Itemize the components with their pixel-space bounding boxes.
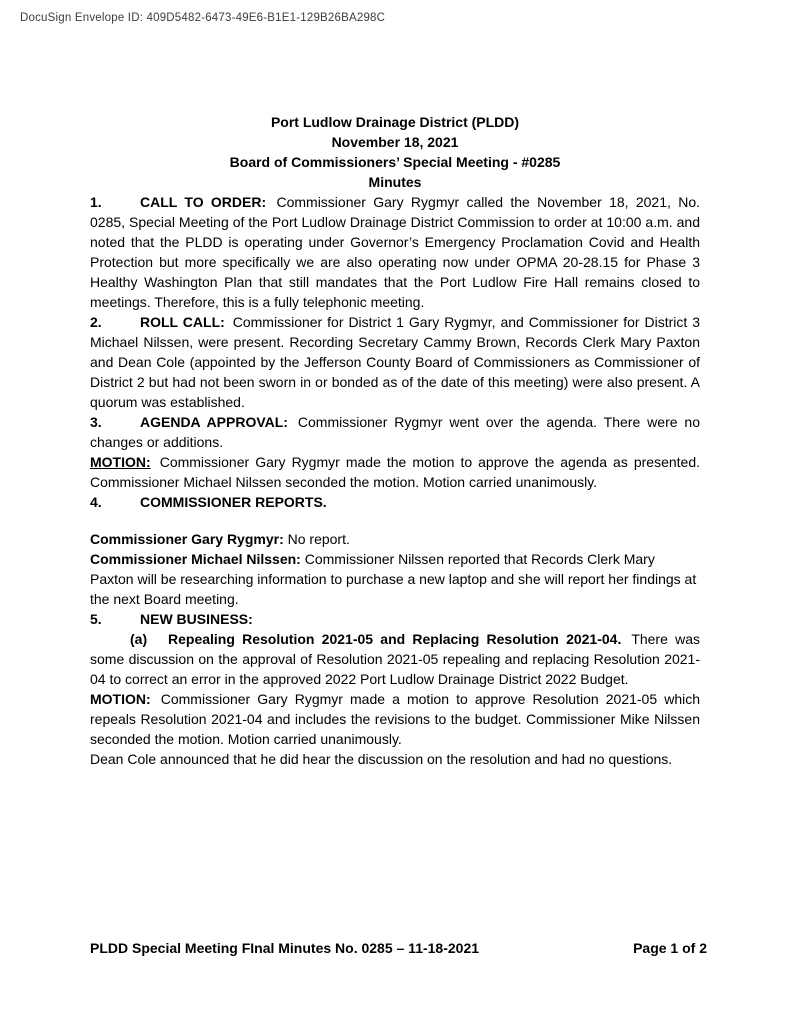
section-heading: ROLL CALL:: [140, 314, 225, 330]
motion-resolution: [90, 689, 700, 749]
title-date: November 18, 2021: [331, 134, 459, 150]
report-rygmyr: [90, 529, 700, 549]
section-number: 3.: [90, 414, 102, 430]
section-call-to-order: [90, 192, 700, 312]
closing-statement: Dean Cole announced that he did hear the discussion on the resolution and had no questions.: [90, 751, 673, 767]
section-heading: AGENDA APPROVAL:: [140, 414, 288, 430]
report-body: No report.: [287, 531, 350, 547]
subsection-body: There was some discussion on the approval of Resolution 2021-05 repealing and replacing Resolution 2021-04 to correct an error in the approved 2022 Port Ludlow Drainage District 2022 Budget.: [90, 631, 701, 687]
motion-agenda: [90, 452, 700, 492]
section-heading: CALL TO ORDER:: [140, 194, 267, 210]
title-minutes: Minutes: [368, 174, 422, 190]
section-heading: NEW BUSINESS:: [140, 611, 253, 627]
report-label: Commissioner Gary Rygmyr:: [90, 531, 284, 547]
section-new-business: [90, 609, 700, 629]
section-body: Commissioner Gary Rygmyr called the November 18, 2021, No. 0285, Special Meeting of the Port Ludlow Drainage District Commission to order at 10:00 a.m. and noted that the PLDD is operating under Governor’s Emergency Proclamation Covid and Health Protection but more specifically we are also operating now under OPMA 20-28.15 for Phase 3 Healthy Washington Plan that still mandates that the Port Ludlow Fire Hall remains closed to meetings. Therefore, this is a fully telephonic meeting.: [90, 194, 700, 310]
page-footer: [90, 938, 707, 958]
section-number: 1.: [90, 194, 102, 210]
motion-label: MOTION:: [90, 691, 151, 707]
motion-body: Commissioner Gary Rygmyr made the motion to approve the agenda as presented. Commissioner Michael Nilssen seconded the motion. Motion carried unanimously.: [90, 454, 701, 490]
subsection-resolution: [90, 629, 700, 689]
section-body: Commissioner Rygmyr went over the agenda. There were no changes or additions.: [90, 414, 701, 450]
subsection-heading: Repealing Resolution 2021-05 and Replacing Resolution 2021-04.: [168, 631, 622, 647]
footer-page-number: Page 1 of 2: [633, 940, 707, 956]
title-org: Port Ludlow Drainage District (PLDD): [270, 114, 520, 130]
commissioner-reports-block: [90, 529, 700, 609]
report-body: Commissioner Nilssen reported that Records Clerk Mary Paxton will be researching information to purchase a new laptop and she will report her findings at the next Board meeting.: [90, 551, 697, 607]
section-number: 5.: [90, 611, 102, 627]
section-roll-call: [90, 312, 700, 412]
motion-label: MOTION:: [90, 454, 151, 470]
section-heading: COMMISSIONER REPORTS.: [140, 494, 327, 510]
section-number: 2.: [90, 314, 102, 330]
report-nilssen: [90, 549, 700, 609]
section-body: Commissioner for District 1 Gary Rygmyr, and Commissioner for District 3 Michael Nilssen, were present. Recording Secretary Cammy Brown, Records Clerk Mary Paxton and Dean Cole (appointed by the Jefferson County Board of Commissioners as Commissioner of District 2 but had not been sworn in or bonded as of the date of this meeting) were also present. A quorum was established.: [90, 314, 700, 410]
report-label: Commissioner Michael Nilssen:: [90, 551, 301, 567]
footer-document-title: PLDD Special Meeting FInal Minutes No. 0285 – 11-18-2021: [90, 940, 480, 956]
section-commissioner-reports: [90, 492, 700, 512]
section-number: 4.: [90, 494, 102, 510]
document-title-block: [90, 0, 700, 192]
title-meeting: Board of Commissioners’ Special Meeting - #0285: [229, 154, 561, 170]
subsection-letter: (a): [130, 631, 148, 647]
section-agenda-approval: [90, 412, 700, 452]
docusign-envelope-id: DocuSign Envelope ID: 409D5482-6473-49E6-B1E1-129B26BA298C: [20, 12, 386, 24]
motion-body: Commissioner Gary Rygmyr made a motion to approve Resolution 2021-05 which repeals Resolution 2021-04 and includes the revisions to the budget. Commissioner Mike Nilssen seconded the motion. Motion carried unanimously.: [90, 691, 701, 747]
